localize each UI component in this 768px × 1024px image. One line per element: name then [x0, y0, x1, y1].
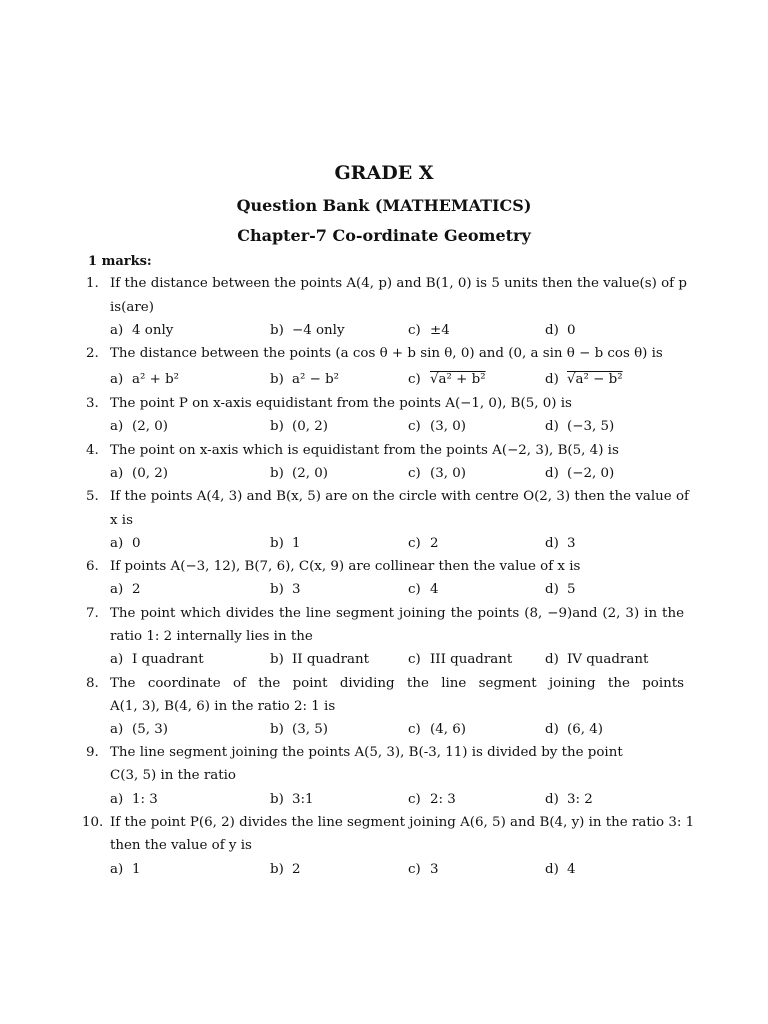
- option-b: [270, 534, 301, 554]
- option-d: [545, 720, 603, 740]
- question-text: The coordinate of the point dividing the line segment joining the points: [110, 676, 684, 691]
- option-value: 0: [132, 536, 141, 551]
- option-label: c): [408, 419, 421, 434]
- option-d: [545, 790, 593, 810]
- question-text: If the points A(4, 3) and B(x, 5) are on the circle with centre O(2, 3) then the value of: [110, 489, 689, 504]
- option-d: [545, 321, 576, 341]
- option-a: [110, 417, 168, 437]
- option-label: b): [270, 466, 284, 481]
- question-text: A(1, 3), B(4, 6) in the ratio 2: 1 is: [110, 699, 336, 714]
- grade-title: GRADE X: [334, 162, 434, 184]
- option-label: b): [270, 652, 284, 667]
- question-number: 9.: [86, 745, 99, 760]
- option-value: 4: [567, 862, 576, 877]
- option-label: c): [408, 862, 421, 877]
- option-c: [408, 370, 486, 390]
- question-number: 2.: [86, 346, 99, 361]
- chapter-title: Chapter-7 Co-ordinate Geometry: [237, 226, 531, 245]
- question-text: The point P on x-axis equidistant from the points A(−1, 0), B(5, 0) is: [110, 396, 572, 411]
- question-1: [0, 274, 768, 294]
- option-label: b): [270, 536, 284, 551]
- option-d: [545, 464, 614, 484]
- option-value: 2: 3: [430, 792, 456, 807]
- option-label: d): [545, 722, 559, 737]
- option-d: [545, 650, 648, 670]
- option-label: a): [110, 652, 124, 667]
- question-2-options: [0, 370, 768, 390]
- option-label: b): [270, 792, 284, 807]
- option-label: d): [545, 582, 559, 597]
- option-value: (0, 2): [132, 466, 169, 481]
- question-2: [0, 344, 768, 364]
- option-value: 3: [430, 862, 439, 877]
- option-value: 2: [132, 582, 141, 597]
- question-3: [0, 394, 768, 414]
- option-value: IV quadrant: [567, 652, 649, 667]
- question-3-options: [0, 417, 768, 437]
- option-c: [408, 720, 466, 740]
- option-b: [270, 464, 328, 484]
- option-value: II quadrant: [292, 652, 369, 667]
- option-label: c): [408, 652, 421, 667]
- question-7: [0, 604, 768, 624]
- option-a: [110, 534, 141, 554]
- option-value: 2: [430, 536, 439, 551]
- option-d: [545, 534, 576, 554]
- option-b: [270, 580, 301, 600]
- question-number: 1.: [86, 276, 99, 291]
- option-a: [110, 580, 141, 600]
- option-value: 1: [132, 862, 141, 877]
- option-label: c): [408, 536, 421, 551]
- option-b: [270, 720, 328, 740]
- option-value: 3: 2: [567, 792, 593, 807]
- question-number: 6.: [86, 559, 99, 574]
- question-1-continued: [0, 298, 768, 318]
- option-label: a): [110, 419, 124, 434]
- option-c: [408, 580, 439, 600]
- question-9: [0, 743, 768, 763]
- option-label: d): [545, 323, 559, 338]
- question-text: If the point P(6, 2) divides the line segment joining A(6, 5) and B(4, y) in the ratio 3: 1: [110, 815, 695, 830]
- option-label: b): [270, 323, 284, 338]
- option-value: a² − b²: [292, 372, 340, 387]
- question-8: [0, 674, 768, 694]
- option-label: c): [408, 792, 421, 807]
- option-c: [408, 464, 466, 484]
- option-value: 4 only: [132, 323, 174, 338]
- option-value: (3, 0): [430, 466, 467, 481]
- option-c: [408, 650, 512, 670]
- option-label: d): [545, 466, 559, 481]
- option-label: a): [110, 323, 124, 338]
- option-b: [270, 860, 301, 880]
- option-value: (2, 0): [132, 419, 169, 434]
- question-text: x is: [110, 513, 133, 528]
- question-5-options: [0, 534, 768, 554]
- option-d: [545, 370, 623, 390]
- question-8-continued: [0, 697, 768, 717]
- option-value: 3:1: [292, 792, 314, 807]
- option-value: √a² + b²: [430, 372, 486, 387]
- option-label: d): [545, 536, 559, 551]
- option-label: d): [545, 792, 559, 807]
- option-label: c): [408, 722, 421, 737]
- option-value: (6, 4): [567, 722, 604, 737]
- option-value: 4: [430, 582, 439, 597]
- option-b: [270, 650, 369, 670]
- option-label: b): [270, 862, 284, 877]
- option-value: a² + b²: [132, 372, 180, 387]
- option-label: b): [270, 419, 284, 434]
- option-value: (3, 5): [292, 722, 329, 737]
- question-5-continued: [0, 511, 768, 531]
- option-a: [110, 321, 173, 341]
- option-b: [270, 321, 345, 341]
- question-4-options: [0, 464, 768, 484]
- question-number: 4.: [86, 443, 99, 458]
- option-value: −4 only: [292, 323, 345, 338]
- option-label: d): [545, 419, 559, 434]
- question-6-options: [0, 580, 768, 600]
- question-text: The line segment joining the points A(5, 3), B(-3, 11) is divided by the point: [110, 745, 623, 760]
- option-label: c): [408, 323, 421, 338]
- question-text: C(3, 5) in the ratio: [110, 768, 236, 783]
- option-value: 5: [567, 582, 576, 597]
- option-label: d): [545, 652, 559, 667]
- option-c: [408, 790, 456, 810]
- option-value: 1: [292, 536, 301, 551]
- option-b: [270, 370, 339, 390]
- question-text: is(are): [110, 300, 154, 315]
- question-7-options: [0, 650, 768, 670]
- option-label: d): [545, 372, 559, 387]
- option-value: √a² − b²: [567, 372, 623, 387]
- question-number: 10.: [82, 815, 104, 830]
- subject-title: Question Bank (MATHEMATICS): [236, 196, 532, 215]
- option-value: (5, 3): [132, 722, 169, 737]
- option-label: a): [110, 372, 124, 387]
- option-label: b): [270, 582, 284, 597]
- question-1-options: [0, 321, 768, 341]
- option-a: [110, 720, 168, 740]
- option-value: 0: [567, 323, 576, 338]
- option-label: c): [408, 466, 421, 481]
- option-value: (3, 0): [430, 419, 467, 434]
- option-value: (4, 6): [430, 722, 467, 737]
- option-value: 3: [292, 582, 301, 597]
- option-c: [408, 321, 450, 341]
- option-label: c): [408, 372, 421, 387]
- option-d: [545, 580, 576, 600]
- option-value: 1: 3: [132, 792, 158, 807]
- question-text: The point on x-axis which is equidistant from the points A(−2, 3), B(5, 4) is: [110, 443, 619, 458]
- option-label: a): [110, 862, 124, 877]
- question-text: ratio 1: 2 internally lies in the: [110, 629, 313, 644]
- question-9-options: [0, 790, 768, 810]
- option-c: [408, 417, 466, 437]
- option-a: [110, 464, 168, 484]
- question-text: If points A(−3, 12), B(7, 6), C(x, 9) are collinear then the value of x is: [110, 559, 581, 574]
- option-value: 3: [567, 536, 576, 551]
- option-a: [110, 370, 179, 390]
- question-4: [0, 441, 768, 461]
- option-value: 2: [292, 862, 301, 877]
- option-label: d): [545, 862, 559, 877]
- question-7-continued: [0, 627, 768, 647]
- option-label: c): [408, 582, 421, 597]
- option-value: (−2, 0): [567, 466, 615, 481]
- question-text: The point which divides the line segment joining the points (8, −9)and (2, 3) in the: [110, 606, 684, 621]
- question-text: then the value of y is: [110, 838, 252, 853]
- option-b: [270, 790, 314, 810]
- option-label: a): [110, 582, 124, 597]
- option-value: (2, 0): [292, 466, 329, 481]
- question-10: [0, 813, 768, 833]
- option-b: [270, 417, 328, 437]
- option-value: (−3, 5): [567, 419, 615, 434]
- question-10-continued: [0, 836, 768, 856]
- section-label: 1 marks:: [88, 254, 152, 269]
- option-label: a): [110, 466, 124, 481]
- option-a: [110, 790, 158, 810]
- option-value: ±4: [430, 323, 450, 338]
- option-label: b): [270, 372, 284, 387]
- question-text: If the distance between the points A(4, p) and B(1, 0) is 5 units then the value(s) of p: [110, 276, 687, 291]
- question-number: 7.: [86, 606, 99, 621]
- option-d: [545, 417, 614, 437]
- option-a: [110, 860, 141, 880]
- question-10-options: [0, 860, 768, 880]
- question-5: [0, 487, 768, 507]
- question-number: 5.: [86, 489, 99, 504]
- option-label: b): [270, 722, 284, 737]
- question-8-options: [0, 720, 768, 740]
- option-c: [408, 534, 439, 554]
- option-label: a): [110, 792, 124, 807]
- option-label: a): [110, 536, 124, 551]
- question-number: 8.: [86, 676, 99, 691]
- option-label: a): [110, 722, 124, 737]
- question-6: [0, 557, 768, 577]
- option-value: I quadrant: [132, 652, 204, 667]
- option-a: [110, 650, 204, 670]
- question-text: The distance between the points (a cos θ + b sin θ, 0) and (0, a sin θ − b cos θ) is: [110, 346, 663, 361]
- option-value: III quadrant: [430, 652, 513, 667]
- option-d: [545, 860, 576, 880]
- question-9-continued: [0, 766, 768, 786]
- question-number: 3.: [86, 396, 99, 411]
- option-c: [408, 860, 439, 880]
- option-value: (0, 2): [292, 419, 329, 434]
